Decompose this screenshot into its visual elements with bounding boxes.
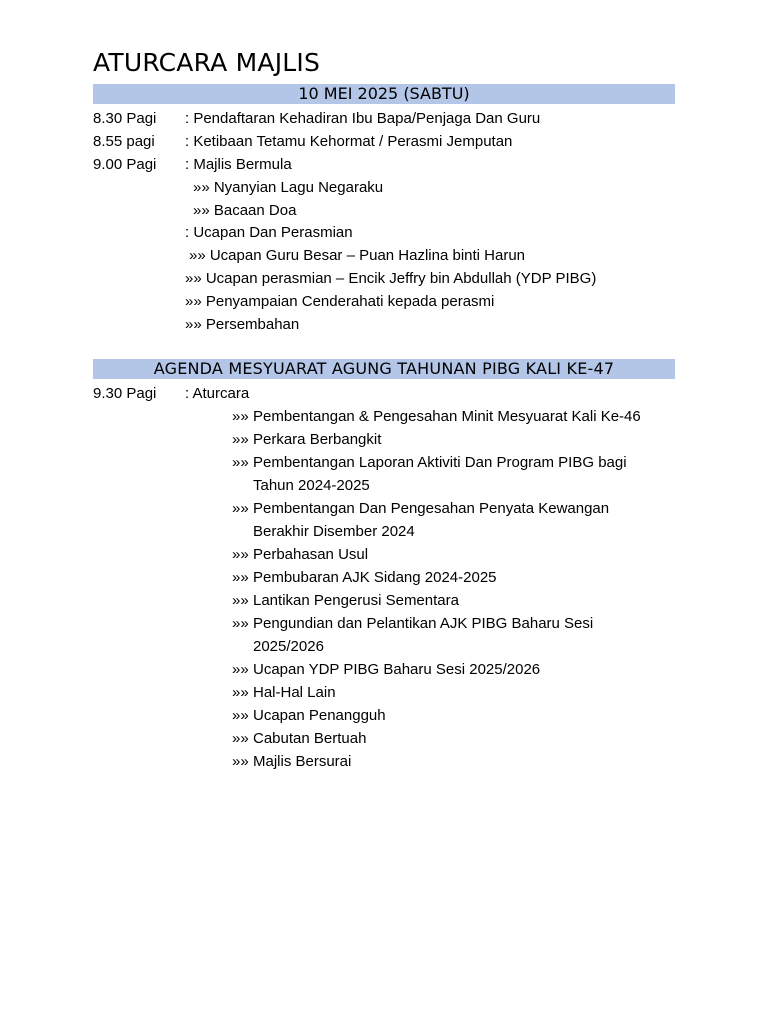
agenda-item: Hal-Hal Lain (253, 684, 336, 701)
program-item: »» Ucapan Guru Besar – Puan Hazlina binti Harun (189, 247, 526, 264)
agenda-item: Pengundian dan Pelantikan AJK PIBG Baharu Sesi (253, 615, 594, 632)
agenda-item: Majlis Bersurai (253, 753, 352, 770)
agenda-item: Berakhir Disember 2024 (253, 523, 415, 540)
program-item: : Ucapan Dan Perasmian (185, 224, 353, 241)
row-time: 8.30 Pagi (93, 110, 157, 127)
agenda-item: Cabutan Bertuah (253, 730, 367, 747)
row-text: : Pendaftaran Kehadiran Ibu Bapa/Penjaga Dan Guru (185, 110, 541, 127)
agenda-bullet: »» (232, 592, 249, 609)
agenda-item: Perbahasan Usul (253, 546, 369, 563)
agenda-bullet: »» (232, 707, 249, 724)
agenda-bullet: »» (232, 454, 249, 471)
agenda-item: Lantikan Pengerusi Sementara (253, 592, 459, 609)
row-time: 9.00 Pagi (93, 156, 157, 173)
agenda-item: 2025/2026 (253, 638, 324, 655)
program-item: »» Bacaan Doa (193, 202, 297, 219)
agenda-bullet: »» (232, 661, 249, 678)
agenda-bullet: »» (232, 546, 249, 563)
agenda-item: Pembubaran AJK Sidang 2024-2025 (253, 569, 497, 586)
agenda-item: Pembentangan Laporan Aktiviti Dan Program PIBG bagi (253, 454, 627, 471)
agenda-bullet: »» (232, 569, 249, 586)
section2-heading: AGENDA MESYUARAT AGUNG TAHUNAN PIBG KALI KE-47 (93, 359, 675, 379)
row-time: 8.55 pagi (93, 133, 155, 150)
agenda-time: 9.30 Pagi (93, 385, 157, 402)
agenda-item: Pembentangan Dan Pengesahan Penyata Kewangan (253, 500, 610, 517)
agenda-bullet: »» (232, 408, 249, 425)
program-item: »» Persembahan (185, 316, 300, 333)
agenda-item: Tahun 2024-2025 (253, 477, 370, 494)
agenda-bullet: »» (232, 431, 249, 448)
program-item: »» Ucapan perasmian – Encik Jeffry bin Abdullah (YDP PIBG) (185, 270, 597, 287)
agenda-bullet: »» (232, 684, 249, 701)
agenda-item: Ucapan YDP PIBG Baharu Sesi 2025/2026 (253, 661, 541, 678)
program-item: »» Nyanyian Lagu Negaraku (193, 179, 384, 196)
program-item: »» Penyampaian Cenderahati kepada perasmi (185, 293, 495, 310)
agenda-bullet: »» (232, 730, 249, 747)
agenda-bullet: »» (232, 615, 249, 632)
agenda-item: Pembentangan & Pengesahan Minit Mesyuarat Kali Ke-46 (253, 408, 641, 425)
row-text: : Ketibaan Tetamu Kehormat / Perasmi Jemputan (185, 133, 513, 150)
agenda-bullet: »» (232, 753, 249, 770)
row-text: : Majlis Bermula (185, 156, 292, 173)
agenda-bullet: »» (232, 500, 249, 517)
document-title: ATURCARA MAJLIS (93, 48, 321, 77)
agenda-label: : Aturcara (185, 385, 250, 402)
agenda-item: Perkara Berbangkit (253, 431, 382, 448)
section1-heading: 10 MEI 2025 (SABTU) (93, 84, 675, 104)
agenda-item: Ucapan Penangguh (253, 707, 386, 724)
